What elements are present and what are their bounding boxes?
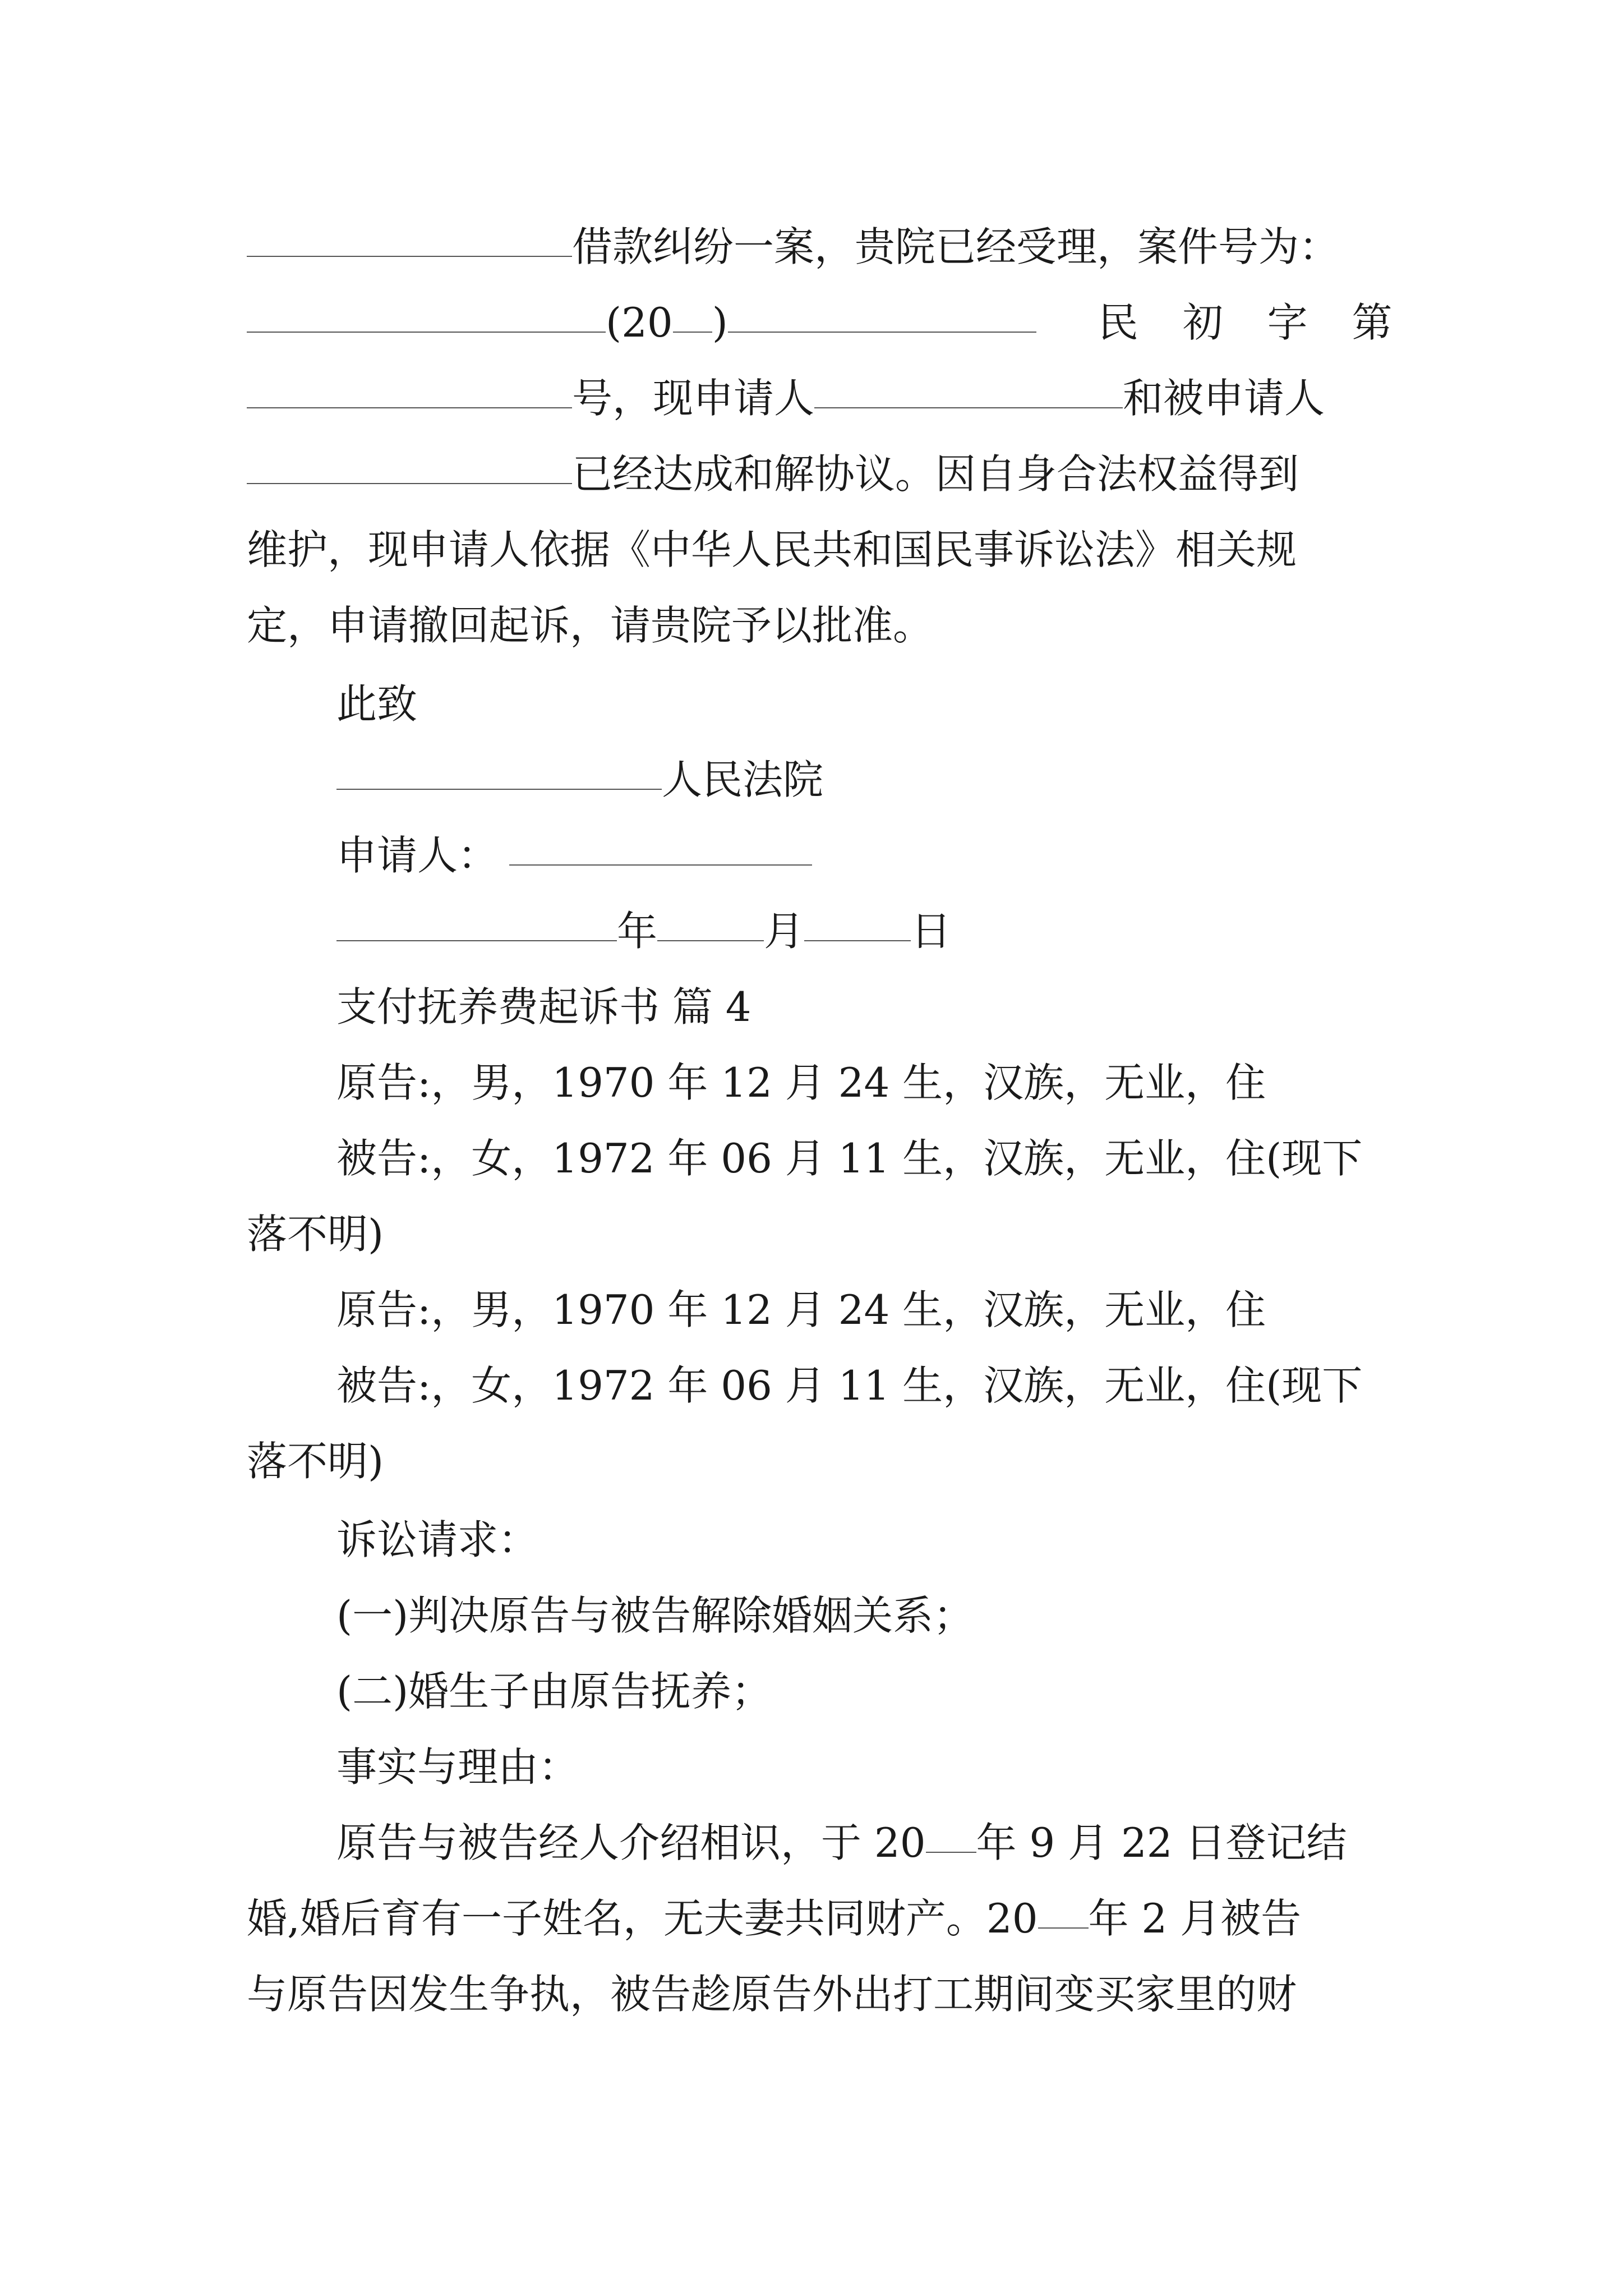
defendant-line-2a xyxy=(336,1346,1391,1425)
claims-heading-text: 诉讼请求： xyxy=(336,1516,539,1563)
month-label: 月 xyxy=(764,908,805,955)
court-line xyxy=(336,740,1391,819)
claim-1-text: (一)判决原告与被告解除婚姻关系； xyxy=(336,1592,974,1639)
facts-line-1b: 年 9 月 22 日登记结 xyxy=(976,1819,1347,1866)
date-line xyxy=(336,892,1391,970)
claims-heading xyxy=(336,1501,1391,1579)
blank-case-prefix xyxy=(728,283,1036,333)
blank-party-name xyxy=(247,208,572,257)
p1-line-4 xyxy=(247,435,1391,513)
facts-line-1 xyxy=(336,1803,1391,1882)
defendant-line-1a xyxy=(336,1119,1391,1198)
p1-line-4-text: 已经达成和解协议。因自身合法权益得到 xyxy=(572,450,1299,498)
blank-month xyxy=(657,892,764,941)
blank-applicant xyxy=(814,359,1123,408)
case-year-close: ) xyxy=(712,299,728,346)
p1-line-1 xyxy=(247,208,1391,286)
p1-line-6 xyxy=(247,586,1391,665)
case-year-open: (20 xyxy=(606,299,673,346)
p1-line-6-text: 定，申请撤回起诉，请贵院予以批准。 xyxy=(247,602,934,649)
blank-court-name xyxy=(336,740,662,790)
facts-line-2a: 婚,婚后育有一子姓名，无夫妻共同财产。20 xyxy=(247,1895,1038,1942)
facts-line-2 xyxy=(247,1879,1391,1958)
p1-line-5-text: 维护，现申请人依据《中华人民共和国民事诉讼法》相关规 xyxy=(247,526,1297,573)
court-suffix: 人民法院 xyxy=(662,756,824,803)
defendant-1b-text: 落不明) xyxy=(247,1211,384,1258)
blank-respondent xyxy=(247,435,572,484)
facts-line-1a: 原告与被告经人介绍相识，于 20 xyxy=(336,1819,926,1866)
defendant-2b-text: 落不明) xyxy=(247,1438,384,1485)
claim-2 xyxy=(336,1652,1391,1731)
blank-day xyxy=(804,892,911,941)
defendant-line-1b xyxy=(247,1195,1391,1273)
plaintiff-2-text: 原告:，男，1970 年 12 月 24 生，汉族，无业，住 xyxy=(336,1286,1266,1333)
defendant-1a-text: 被告:，女，1972 年 06 月 11 生，汉族，无业，住(现下 xyxy=(336,1135,1363,1182)
facts-heading-text: 事实与理由： xyxy=(336,1743,579,1791)
applicant-text: 号，现申请人 xyxy=(572,375,815,422)
defendant-line-2b xyxy=(247,1422,1391,1501)
salutation-text: 此致 xyxy=(336,680,418,728)
section-heading xyxy=(336,968,1391,1046)
blank-case-year xyxy=(673,283,712,333)
blank-court-code xyxy=(247,283,606,333)
blank-applicant-signature xyxy=(509,816,812,866)
salutation xyxy=(336,665,1391,743)
section-heading-text: 支付抚养费起诉书 篇 4 xyxy=(336,983,751,1030)
facts-heading xyxy=(336,1728,1391,1806)
blank-marriage-year xyxy=(926,1803,976,1853)
p1-line-3 xyxy=(247,359,1391,438)
facts-line-3-text: 与原告因发生争执，被告趁原告外出打工期间变买家里的财 xyxy=(247,1971,1297,2018)
claim-1 xyxy=(336,1576,1391,1655)
plaintiff-1-text: 原告:，男，1970 年 12 月 24 生，汉族，无业，住 xyxy=(336,1059,1266,1106)
plaintiff-line-1 xyxy=(336,1043,1391,1122)
plaintiff-line-2 xyxy=(336,1271,1391,1349)
p1-line-2 xyxy=(247,283,1408,362)
blank-year xyxy=(336,892,617,941)
respondent-text: 和被申请人 xyxy=(1123,375,1325,422)
blank-dispute-year xyxy=(1038,1879,1089,1929)
facts-line-3 xyxy=(247,1955,1391,2033)
applicant-sign-line xyxy=(336,816,1391,895)
year-label: 年 xyxy=(617,908,658,955)
case-type-text: 民 初 字 第 xyxy=(1098,299,1408,346)
day-label: 日 xyxy=(911,908,952,955)
blank-case-number xyxy=(247,359,572,408)
facts-line-2b: 年 2 月被告 xyxy=(1088,1895,1302,1942)
applicant-label: 申请人： xyxy=(336,832,499,879)
claim-2-text: (二)婚生子由原告抚养； xyxy=(336,1668,772,1715)
p1-line-5 xyxy=(247,510,1391,589)
defendant-2a-text: 被告:，女，1972 年 06 月 11 生，汉族，无业，住(现下 xyxy=(336,1362,1363,1409)
p1-line-1-text: 借款纠纷一案，贵院已经受理，案件号为： xyxy=(572,223,1340,270)
